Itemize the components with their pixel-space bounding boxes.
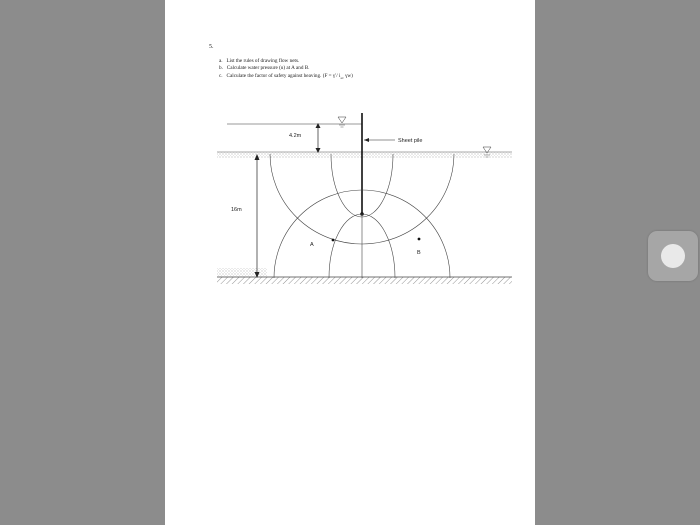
item-subscript: av — [340, 75, 344, 80]
point-b-label: B — [417, 250, 421, 256]
point-a-label: A — [310, 242, 314, 248]
sheet-pile-label: Sheet pile — [398, 138, 423, 144]
circle-button-icon — [661, 244, 685, 268]
impermeable-layer-top — [217, 268, 267, 277]
item-letter: b. — [219, 65, 223, 72]
water-level-icon — [338, 117, 346, 127]
floating-action-button[interactable] — [648, 231, 698, 281]
point-a-marker — [332, 239, 335, 242]
item-text-end: γw) — [343, 72, 353, 79]
item-text: Calculate the factor of safety against heaving. (F = γ′/ i — [226, 72, 341, 79]
question-number: 5. — [209, 44, 214, 50]
item-text: List the rules of drawing flow nets. — [226, 58, 300, 64]
head-label: 4.2m — [289, 133, 302, 139]
impermeable-layer — [217, 277, 512, 284]
flow-net-diagram — [165, 0, 535, 525]
depth-label: 16m — [231, 207, 242, 213]
item-text: Calculate water pressure (u) at A and B. — [226, 65, 310, 72]
item-letter: c. — [219, 72, 223, 79]
item-letter: a. — [219, 58, 223, 64]
ground-surface — [217, 152, 512, 158]
document-page — [165, 0, 535, 525]
point-b-marker — [418, 238, 421, 241]
